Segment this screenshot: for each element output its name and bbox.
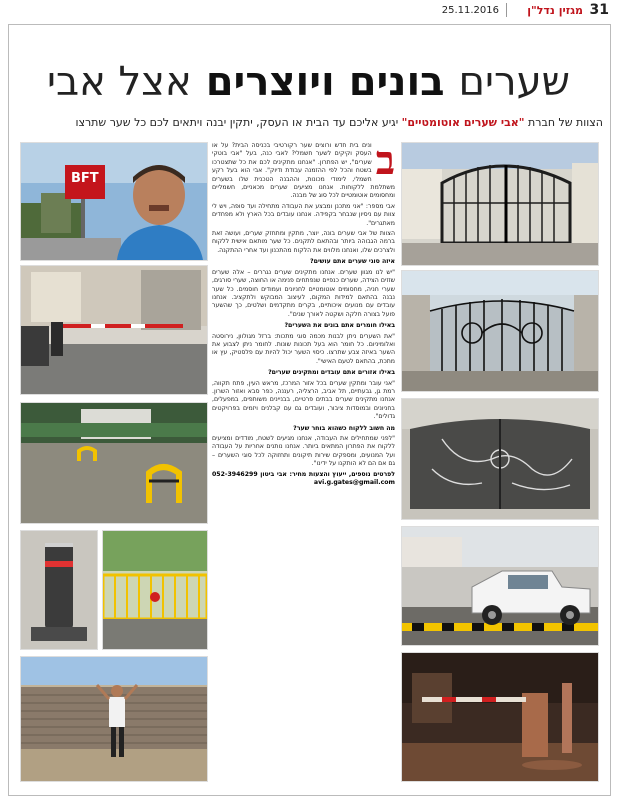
issue-date: 25.11.2016 <box>441 5 499 16</box>
photo-slat-fence <box>20 656 208 782</box>
question-3: באילו אזורים אתם עובדים ומתקינים שערים? <box>268 369 395 377</box>
subtitle-before: הצוות של חברת <box>524 116 603 129</box>
photo-night-barrier <box>401 652 599 782</box>
photo-parking-locks <box>20 402 208 524</box>
headline-word-3: אצל אבי <box>47 59 192 105</box>
subtitle-after: יגיע אליכם עד הבית או העסק, יתקין יבנה ויתאים לכם כל שער שתרצו <box>75 116 402 129</box>
photo-portrait-bft <box>20 142 208 261</box>
answer-3: "אני עובר ומתקין שערים בכל אזור המרכז, מראש העין, פתח תקווה, רמת גן, גבעתיים, תל אביב, הרצליה, רעננה, כפר סבא ואזור השרון. אנחנו מתקינים שערים בבתים פרטיים, בבניינים משותפים, במפעלים, בחניונים ובמוסדות ציבור, ועובדים גם עם קבלנים ויזמים בפרויקטים גדולים". <box>212 379 395 421</box>
headline-word-1: שערים <box>458 59 570 105</box>
photo-yellow-gate <box>102 530 208 650</box>
headline-word-2: בונים ויוצרים <box>205 59 445 105</box>
photo-parking-barrier <box>20 265 208 395</box>
answer-4: "לפני שמתחילים את העבודה, אנחנו מגיעים לשטח, מודדים ומציעים ללקוח את הפתרון המתאים ביותר. אנחנו נותנים אחריות על העבודה ועל המנועים, ומספקים שירות תיקונים ותחזוקה לכל סוגי השערים – גם אם הם לא הותקנו על ידינו". <box>212 435 395 468</box>
company-name: "אבי שערים אוטומטיים" <box>401 116 525 129</box>
drop-cap: ב <box>375 142 395 184</box>
headline <box>12 58 605 106</box>
photo-truck-barrier <box>401 526 599 646</box>
magazine-name: מגזין נדל"ן <box>527 4 583 17</box>
answer-1: "יש לנו מגוון שערים. אנחנו מתקינים שערים נגררים – אלה שערים שזזים הצידה, שערים כנפיים שנפתחים פנימה או החוצה, שערי סורגים, שערי חניה, מחסומים אוטומטיים לחניונים ועמודים חוסמים. כל שער נבנה בהתאם למידות המקום, לעיצוב המבוקש ולתקציב. אנחנו עובדים עם מנועים איכותיים, בקרים מתקדמים ושלטים, כך שהשער פועל בצורה חלקה ושקטה לאורך שנים". <box>212 268 395 318</box>
page-number: 31 <box>589 2 609 18</box>
header-divider <box>506 3 507 17</box>
subtitle <box>14 116 603 129</box>
photo-ornate-gate <box>401 142 599 266</box>
question-4: מה חשוב ללקוח כשהוא בוחר שער? <box>293 424 395 432</box>
answer-2: "את השערים ניתן לבנות מכמה סוגי מתכות: ברזל מגולוון, נירוסטה ואלומיניום. כל חומר הוא בעל תכונות שונות. לחומר ניתן לצבוע את השער באיזה צבע שתרצו. כיסוי השער יכול להיות עם פלסטיק, עץ או מתכת, בהתאם לטעם האישי". <box>212 332 395 365</box>
contact-email[interactable]: avi.g.gates@gmail.com <box>313 479 395 487</box>
photo-ornate-gate-2 <box>401 270 599 392</box>
question-2: באילו חומרים אתם בונים את השערים? <box>284 322 395 330</box>
photo-bollard <box>20 530 98 650</box>
page-header <box>0 0 617 22</box>
bft-sign-text: BFT <box>71 171 99 186</box>
contact-label: לפרטים נוספים, ייעוץ והצעות מחיר: <box>289 470 395 478</box>
paragraph-2: אבי מספר: "אני מתכנן ומבצע את העבודה מתחילה ועד סופה, ויש לי צוות עם ניסיון שנבחר בקפידה. אנחנו עובדים בכל הארץ ולא מפחדים מאתגרים". <box>212 202 395 227</box>
article-body <box>212 142 395 792</box>
contact-phone: אבי ביטון 052-3946299 <box>212 470 287 478</box>
contact-block <box>212 471 395 488</box>
paragraph-3: הצוות של אבי שערים בונה, יוצר, מתקין ומתחזק שערים, ועושה זאת ברמה הגבוהה ביותר ובהתאם לתקנים. כל שער מותאם אישית ללקוח ולצרכים שלו, ואנחנו מלווים את הלקוח מהתכנון ועד אחרי ההתקנה. <box>212 230 395 254</box>
question-1: איזה סוגי שערים אתם עושים? <box>310 258 395 266</box>
photo-decorative-gate <box>401 398 599 520</box>
paragraph-1: ונים בית חדש ורוצים שער רקורטיבי בכניסה הבית? על או העסק וקיקים לשער חשמלי? לאבי כנה, בעל "אבי בוטקי שערים", יש הפתרון. "אנחנו מתקינים לכם את כל שתצטרכו בשטח והכל לפי ההזמנה עבודת ודיוק". אבי הוא בעל רקע חשמלי, לימודי מכונות, וההבנה הטכנית שלו בשערים משתלמת ללקוחות. אנחנו מציעים שערים מכאניים, חשמליים ומחסומים אוטומטיים לכל סוג של מבנה. <box>212 142 395 200</box>
